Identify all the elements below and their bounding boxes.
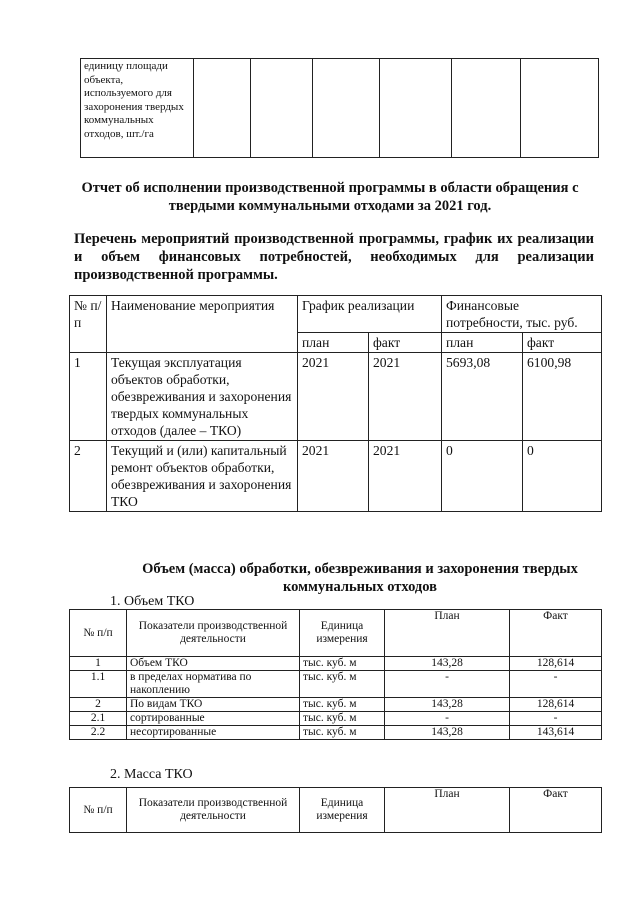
events-list-title: Перечень мероприятий производственной программы, график их реализации и объем финансовых потребностей, необходимых для реализации производственной программы. — [74, 231, 594, 283]
fragment-empty-cell — [313, 59, 380, 158]
table-row — [70, 698, 602, 712]
table-row — [70, 671, 602, 698]
row-plan: - — [385, 712, 510, 726]
fragment-empty-cell — [251, 59, 313, 158]
fragment-text-cell: единицу площади объекта, используемого для захоронения твердых коммунальных отходов, шт./га — [81, 59, 194, 158]
header-finance: Финансовые потребности, тыс. руб. — [442, 296, 602, 333]
row-plan: 143,28 — [385, 657, 510, 671]
row-plan: 143,28 — [385, 698, 510, 712]
header-schedule: График реализации — [298, 296, 442, 333]
row-fact: 143,614 — [510, 726, 602, 740]
row-finance-fact: 6100,98 — [523, 353, 602, 441]
header-fact: Факт — [510, 610, 602, 657]
table-row — [70, 712, 602, 726]
row-schedule-fact: 2021 — [369, 353, 442, 441]
row-num: 2 — [70, 698, 127, 712]
events-table — [69, 295, 602, 512]
header-fact: Факт — [510, 788, 602, 833]
header-unit: Единица измерения — [300, 610, 385, 657]
row-unit: тыс. куб. м — [300, 698, 385, 712]
row-unit: тыс. куб. м — [300, 712, 385, 726]
table-row — [70, 353, 602, 441]
mass-caption: 2. Масса ТКО — [110, 767, 193, 782]
row-schedule-plan: 2021 — [298, 441, 369, 512]
row-schedule-fact: 2021 — [369, 441, 442, 512]
report-title: Отчет об исполнении производственной программы в области обращения с твердыми коммунальными отходами за 2021 год. — [81, 180, 579, 214]
row-finance-plan: 0 — [442, 441, 523, 512]
header-num: № п/п — [70, 788, 127, 833]
row-plan: - — [385, 671, 510, 698]
row-num: 1 — [70, 657, 127, 671]
row-schedule-plan: 2021 — [298, 353, 369, 441]
volume-caption: 1. Объем ТКО — [110, 594, 195, 609]
row-num: 2.1 — [70, 712, 127, 726]
header-finance-fact: факт — [523, 333, 602, 353]
volume-section-title: Объем (масса) обработки, обезвреживания и захоронения твердых коммунальных отходов — [142, 561, 578, 595]
table-row — [70, 726, 602, 740]
row-unit: тыс. куб. м — [300, 726, 385, 740]
row-unit: тыс. куб. м — [300, 657, 385, 671]
header-plan: План — [385, 788, 510, 833]
row-num: 2.2 — [70, 726, 127, 740]
table-header-row — [70, 788, 602, 833]
row-plan: 143,28 — [385, 726, 510, 740]
row-name: сортированные — [127, 712, 300, 726]
row-name: Текущий и (или) капитальный ремонт объектов обработки, обезвреживания и захоронения ТКО — [107, 441, 298, 512]
fragment-empty-cell — [194, 59, 251, 158]
table-row — [70, 441, 602, 512]
header-name: Наименование мероприятия — [107, 296, 298, 353]
fragment-empty-cell — [380, 59, 452, 158]
table-header-row — [70, 610, 602, 657]
row-name: в пределах норматива по накоплению — [127, 671, 300, 698]
header-indicator: Показатели производственной деятельности — [127, 610, 300, 657]
header-schedule-fact: факт — [369, 333, 442, 353]
table-header-row — [70, 296, 602, 333]
row-name: Текущая эксплуатация объектов обработки, обезвреживания и захоронения твердых коммунальных отходов (далее – ТКО) — [107, 353, 298, 441]
row-name: По видам ТКО — [127, 698, 300, 712]
header-finance-plan: план — [442, 333, 523, 353]
header-num: № п/п — [70, 610, 127, 657]
fragment-empty-cell — [521, 59, 599, 158]
row-fact: 128,614 — [510, 698, 602, 712]
fragment-empty-cell — [452, 59, 521, 158]
volume-table — [69, 609, 602, 740]
row-num: 1.1 — [70, 671, 127, 698]
header-schedule-plan: план — [298, 333, 369, 353]
table-row — [81, 59, 599, 158]
row-num: 1 — [70, 353, 107, 441]
row-num: 2 — [70, 441, 107, 512]
row-fact: - — [510, 671, 602, 698]
row-name: Объем ТКО — [127, 657, 300, 671]
header-plan: План — [385, 610, 510, 657]
table-row — [70, 657, 602, 671]
header-indicator: Показатели производственной деятельности — [127, 788, 300, 833]
header-unit: Единица измерения — [300, 788, 385, 833]
row-unit: тыс. куб. м — [300, 671, 385, 698]
row-finance-fact: 0 — [523, 441, 602, 512]
row-fact: 128,614 — [510, 657, 602, 671]
mass-table — [69, 787, 602, 833]
row-fact: - — [510, 712, 602, 726]
row-finance-plan: 5693,08 — [442, 353, 523, 441]
row-name: несортированные — [127, 726, 300, 740]
header-num: № п/п — [70, 296, 107, 353]
previous-table-fragment — [80, 58, 599, 158]
